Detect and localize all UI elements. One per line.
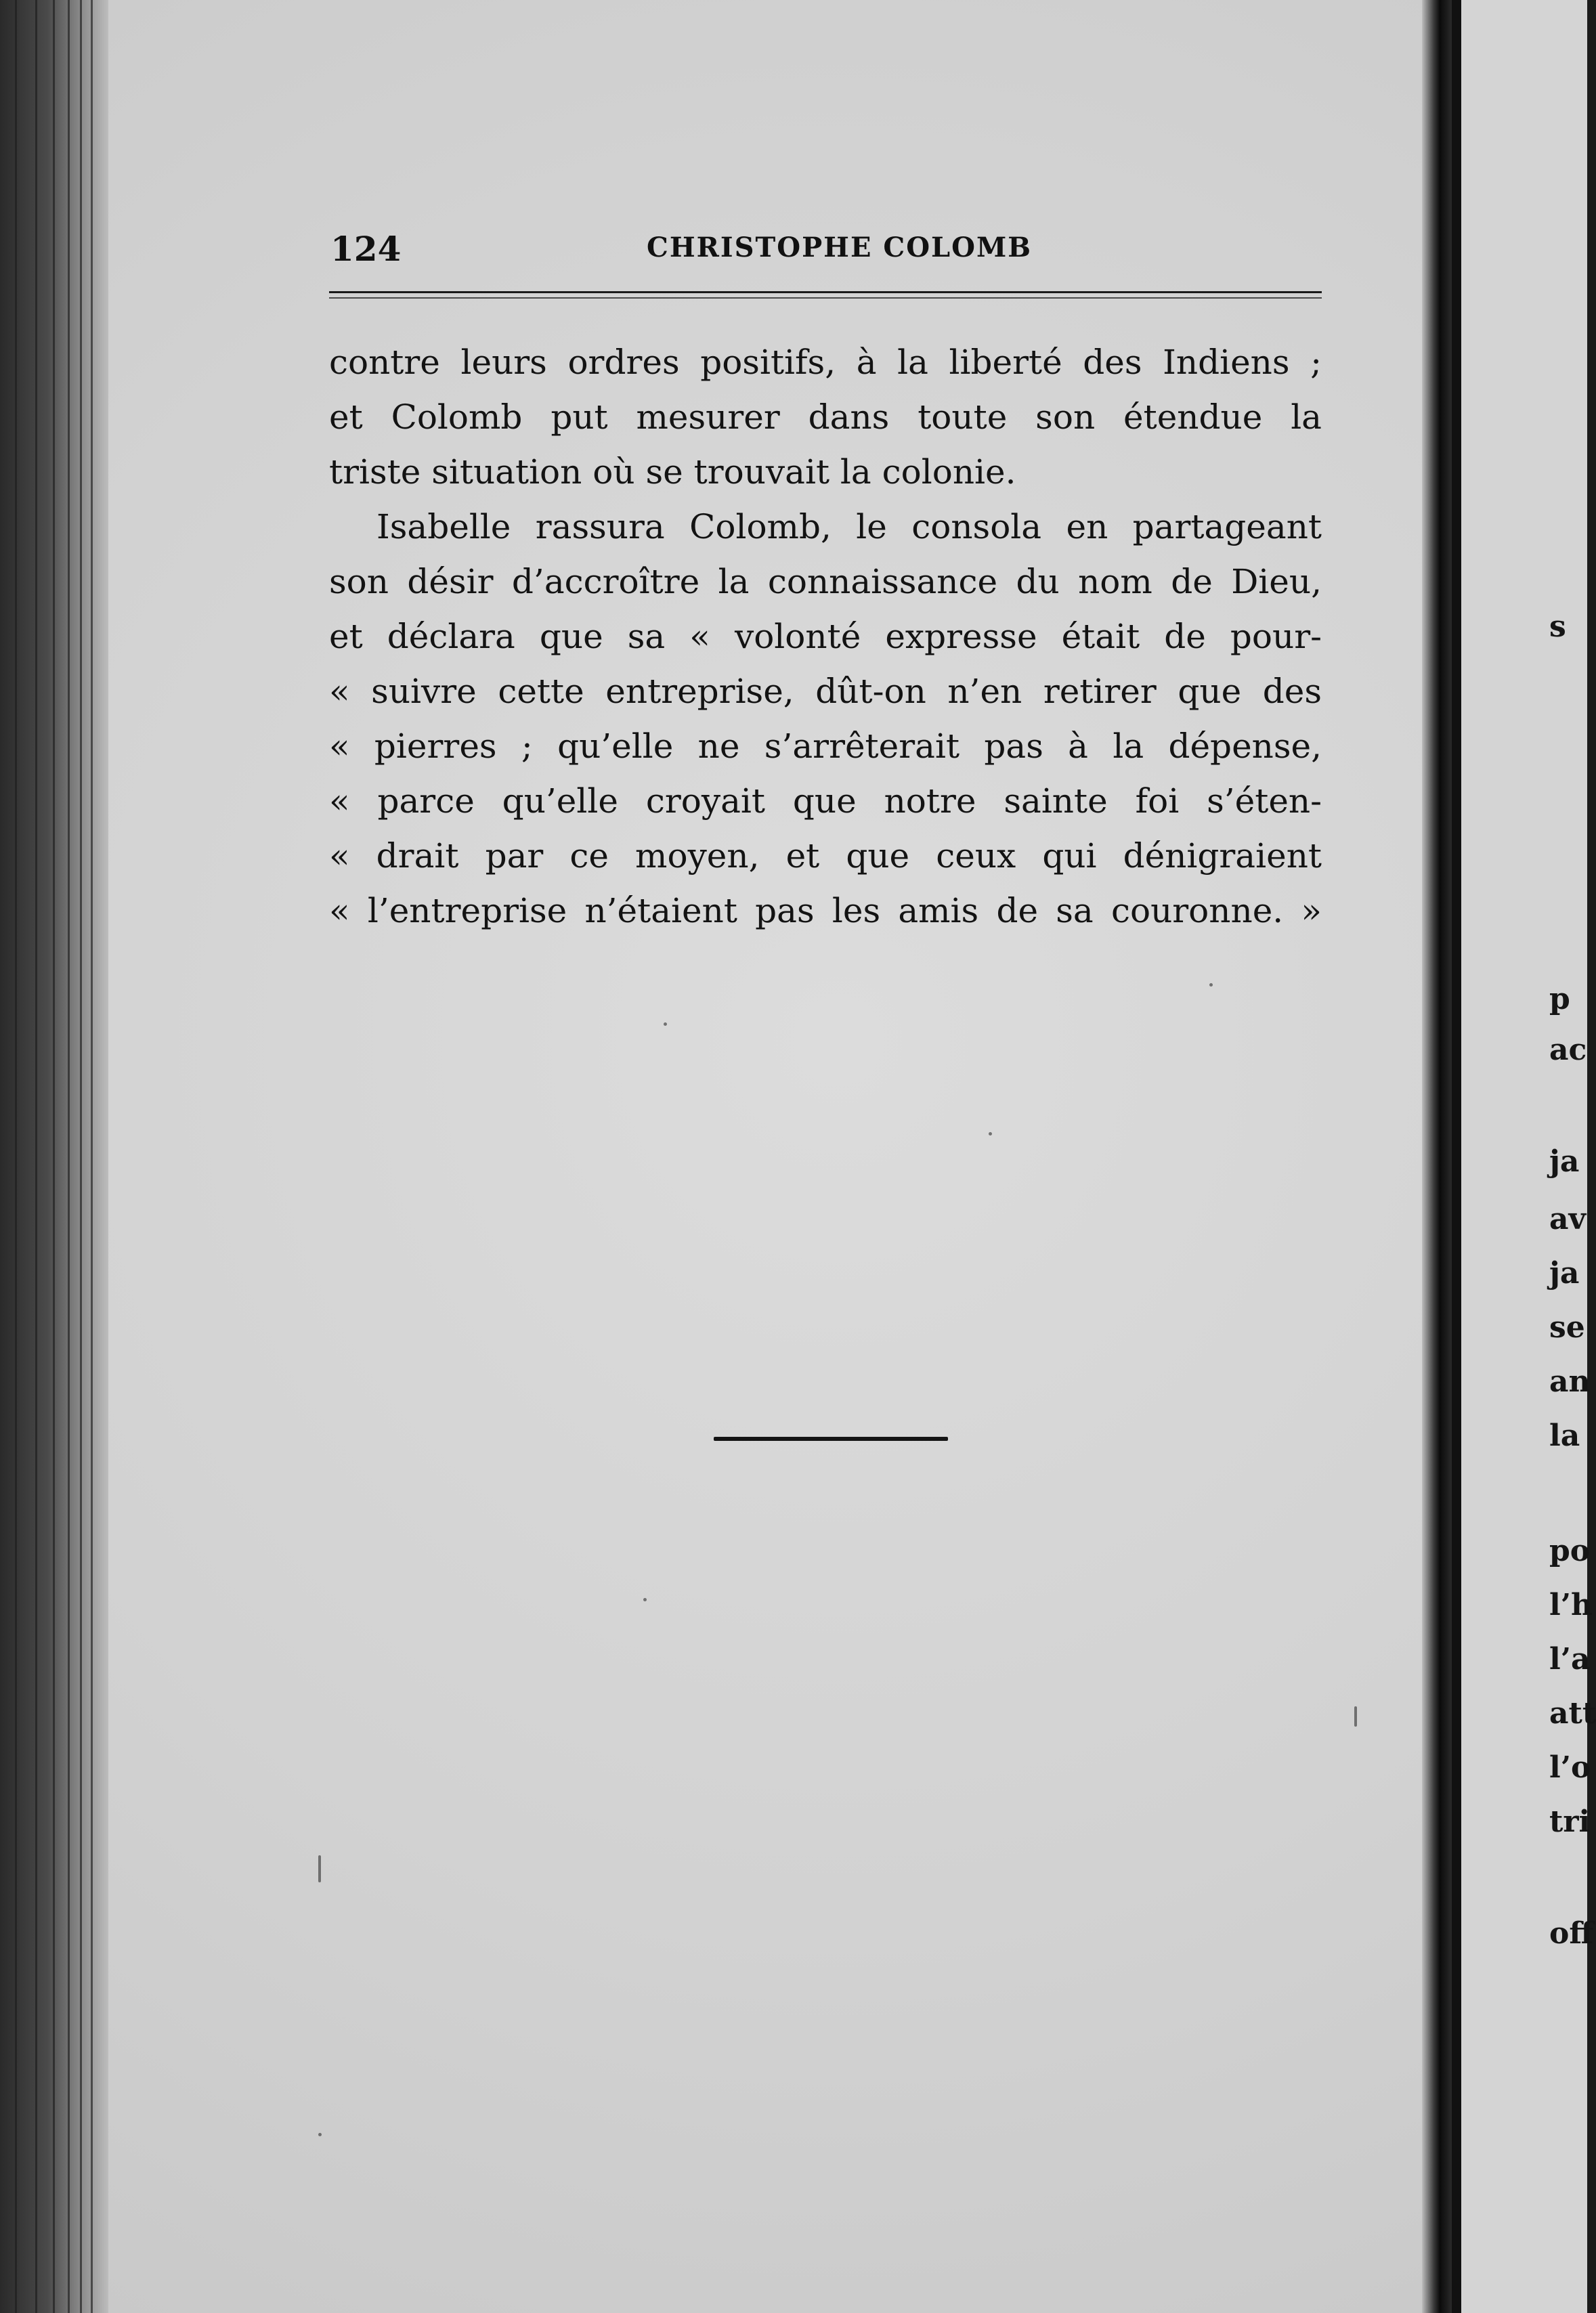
chapter-end-rule [714, 1437, 948, 1441]
scan-speck [318, 1855, 321, 1882]
body-text [329, 335, 1322, 938]
facing-page-fragment: tri [1549, 1804, 1591, 1839]
facing-page-fragment: se [1549, 1310, 1585, 1345]
facing-page-fragment: ac [1549, 1033, 1587, 1067]
text-line: « pierres ; qu’elle ne s’arrêterait pas à la dépense, [329, 727, 1322, 766]
facing-page-fragment: s [1549, 609, 1566, 644]
header-rule [329, 291, 1322, 299]
text-line: « drait par ce moyen, et que ceux qui dénigraient [329, 836, 1322, 876]
facing-page-fragment: la [1549, 1419, 1580, 1453]
facing-page-fragment: att [1549, 1696, 1596, 1731]
facing-page-fragment: av [1549, 1202, 1587, 1236]
facing-page-fragment: off [1549, 1916, 1594, 1951]
text-line: et déclara que sa « volonté expresse était de pour- [329, 617, 1322, 656]
text-line: son désir d’accroître la connaissance du nom de Dieu, [329, 562, 1322, 601]
scan-speck [664, 1022, 667, 1026]
facing-page-fragment: p [1549, 982, 1570, 1016]
paragraph-1 [329, 335, 1322, 500]
page-gutter [1422, 0, 1452, 2313]
paragraph-2 [329, 500, 1322, 938]
facing-page-fragment: l’a [1549, 1642, 1591, 1677]
facing-page-fragment: l’o [1549, 1750, 1591, 1785]
scan-speck [318, 2133, 322, 2136]
text-line: contre leurs ordres positifs, à la liberté des Indiens ; [329, 343, 1322, 382]
text-line: « parce qu’elle croyait que notre sainte foi s’éten- [329, 781, 1322, 821]
text-line: Isabelle rassura Colomb, le consola en partageant [376, 507, 1322, 546]
scan-speck [1354, 1706, 1357, 1727]
scan-speck [643, 1598, 647, 1601]
facing-page-fragment: an [1549, 1364, 1591, 1399]
text-line: triste situation où se trouvait la colonie. [329, 452, 1016, 492]
text-line: « l’entreprise n’étaient pas les amis de sa couronne. » [329, 891, 1322, 930]
page-number: 124 [330, 229, 402, 269]
text-line: et Colomb put mesurer dans toute son étendue la [329, 397, 1322, 437]
facing-page-fragment: ja [1549, 1144, 1580, 1179]
facing-page-fragment: ja [1549, 1256, 1580, 1291]
scan-speck [989, 1132, 992, 1136]
facing-page-fragment: po [1549, 1534, 1591, 1568]
book-binding-edge [0, 0, 108, 2313]
scan-speck [1209, 983, 1213, 987]
text-line: « suivre cette entreprise, dût-on n’en retirer que des [329, 672, 1322, 711]
facing-page-fragment: l’h [1549, 1588, 1593, 1622]
running-title: CHRISTOPHE COLOMB [647, 232, 1033, 263]
